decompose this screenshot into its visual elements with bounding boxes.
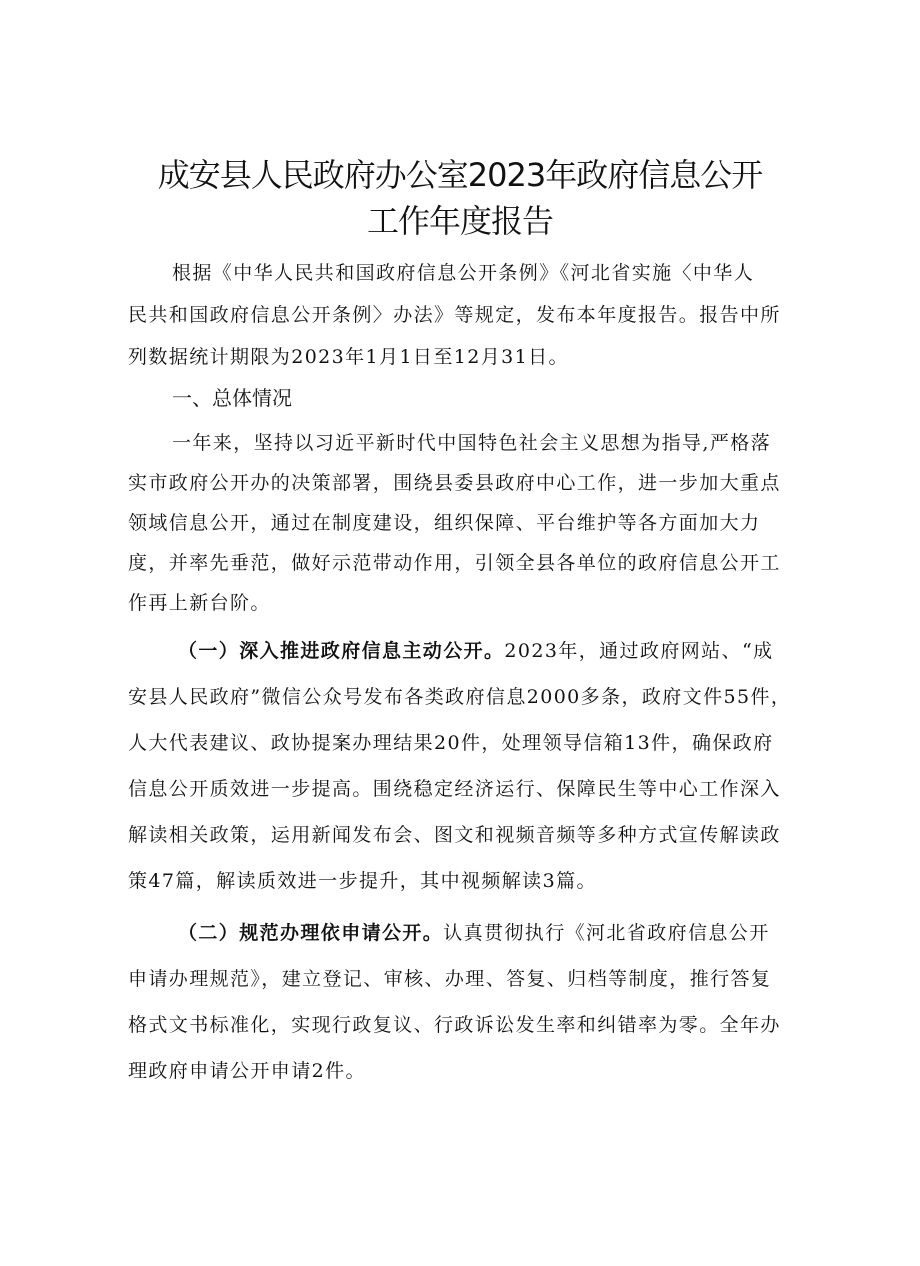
intro-line-3: 列数据统计期限为2023年1月1日至12月31日。 (128, 346, 569, 368)
sub2-line-4: 理政府申请公开申请2件。 (128, 1060, 366, 1082)
sub2-first-rest: 认真贯彻执行《河北省政府信息公开 (443, 922, 770, 944)
sub1-line-1 (178, 636, 773, 663)
sub1-line-5: 解读相关政策，运用新闻发布会、图文和视频音频等多种方式宣传解读政 (128, 824, 781, 846)
overview-line-1: 一年来，坚持以习近平新时代中国特色社会主义思想为指导,严格落 (172, 432, 772, 454)
document-title-line-1: 成安县人民政府办公室2023年政府信息公开 (157, 156, 763, 194)
overview-line-2: 实市政府公开办的决策部署，围绕县委县政府中心工作，进一步加大重点 (128, 472, 781, 494)
intro-line-2: 民共和国政府信息公开条例〉办法》等规定，发布本年度报告。报告中所 (128, 304, 781, 326)
sub1-line-4: 信息公开质效进一步提高。围绕稳定经济运行、保障民生等中心工作深入 (128, 778, 781, 800)
overview-line-5: 作再上新台阶。 (128, 592, 271, 614)
document-title-line-2: 工作年度报告 (366, 202, 553, 240)
sub1-line-3: 人大代表建议、政协提案办理结果20件，处理领导信箱13件，确保政府 (128, 732, 774, 754)
sub1-line-2: 安县人民政府”微信公众号发布各类政府信息2000多条，政府文件55件， (128, 686, 792, 708)
sub1-first-rest: 2023年，通过政府网站、“成 (504, 640, 774, 662)
overview-line-3: 领域信息公开，通过在制度建设，组织保障、平台维护等各方面加大力 (128, 512, 761, 534)
sub2-heading: （二）规范办理依申请公开。 (178, 922, 444, 944)
sub2-line-2: 申请办理规范》，建立登记、审核、办理、答复、归档等制度，推行答复 (128, 968, 772, 990)
overview-line-4: 度，并率先垂范，做好示范带动作用，引领全县各单位的政府信息公开工 (128, 552, 781, 574)
sub2-line-3: 格式文书标准化，实现行政复议、行政诉讼发生率和纠错率为零。全年办 (128, 1014, 781, 1036)
sub1-line-6: 策47篇，解读质效进一步提升，其中视频解读3篇。 (128, 870, 597, 892)
sub2-line-1 (178, 918, 770, 945)
sub1-heading: （一）深入推进政府信息主动公开。 (178, 640, 505, 662)
section-heading-overview: 一、总体情况 (172, 386, 292, 410)
intro-line-1: 根据《中华人民共和国政府信息公开条例》《河北省实施〈中华人 (172, 262, 755, 284)
